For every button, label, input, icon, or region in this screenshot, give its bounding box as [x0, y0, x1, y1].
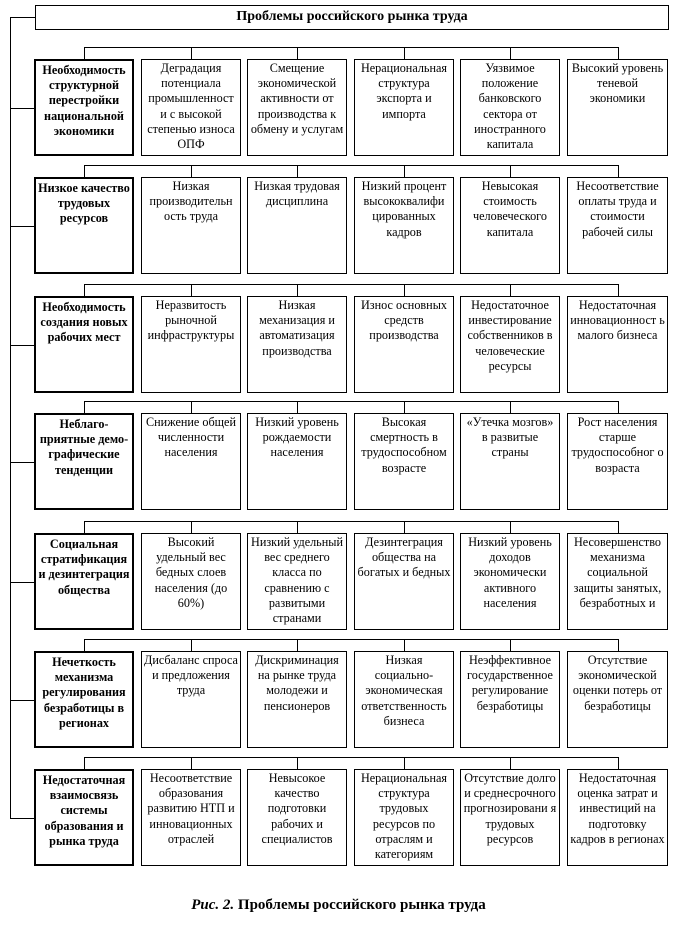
- box-connector-stub: [84, 284, 85, 296]
- category-box: Неблаго- приятные демо- графические тенденции: [34, 413, 134, 510]
- row-connector-bus: [84, 639, 618, 640]
- problem-box: Низкая социально- экономическая ответственность бизнеса: [354, 651, 454, 748]
- spine-branch: [10, 700, 34, 701]
- spine-branch: [10, 582, 34, 583]
- box-connector-stub: [510, 401, 511, 413]
- problem-box: Низкая производительн ость труда: [141, 177, 241, 274]
- row-connector-bus: [84, 284, 618, 285]
- box-connector-stub: [191, 47, 192, 59]
- box-connector-stub: [404, 284, 405, 296]
- category-box: Недостаточная взаимосвязь системы образования и рынка труда: [34, 769, 134, 866]
- problem-box: Недостаточная инновационност ь малого бизнеса: [567, 296, 668, 393]
- problem-box: Дезинтеграция общества на богатых и бедных: [354, 533, 454, 630]
- box-connector-stub: [297, 47, 298, 59]
- box-connector-stub: [404, 47, 405, 59]
- box-connector-stub: [510, 639, 511, 651]
- box-connector-stub: [191, 165, 192, 177]
- figure-label: Рис. 2.: [191, 897, 235, 913]
- category-box: Социальная стратификация и дезинтеграция общества: [34, 533, 134, 630]
- category-box: Необходимость структурной перестройки национальной экономики: [34, 59, 134, 156]
- row-connector-bus: [84, 47, 618, 48]
- row-connector-bus: [84, 401, 618, 402]
- problem-box: Высокая смертность в трудоспособном возрасте: [354, 413, 454, 510]
- box-connector-stub: [404, 401, 405, 413]
- box-connector-stub: [618, 639, 619, 651]
- problem-box: Отсутствие экономической оценки потерь от безработицы: [567, 651, 668, 748]
- row-connector-bus: [84, 165, 618, 166]
- box-connector-stub: [404, 521, 405, 533]
- box-connector-stub: [191, 757, 192, 769]
- title-branch: [10, 17, 35, 18]
- problem-box: Несоответствие образования развитию НТП и инновационных отраслей: [141, 769, 241, 866]
- problem-box: Нерациональная структура трудовых ресурсов по отраслям и категориям: [354, 769, 454, 866]
- box-connector-stub: [510, 284, 511, 296]
- box-connector-stub: [618, 47, 619, 59]
- category-box: Низкое качество трудовых ресурсов: [34, 177, 134, 274]
- box-connector-stub: [618, 401, 619, 413]
- spine-branch: [10, 818, 34, 819]
- problem-box: Рост населения старше трудоспособног о возраста: [567, 413, 668, 510]
- box-connector-stub: [297, 757, 298, 769]
- problem-box: Низкий процент высококвалифи цированных кадров: [354, 177, 454, 274]
- problem-box: Отсутствие долго и среднесрочного прогнозировани я трудовых ресурсов: [460, 769, 560, 866]
- problem-box: Низкая трудовая дисциплина: [247, 177, 347, 274]
- box-connector-stub: [84, 757, 85, 769]
- box-connector-stub: [297, 521, 298, 533]
- diagram-title: Проблемы российского рынка труда: [35, 5, 669, 30]
- problem-box: Невысокое качество подготовки рабочих и специалистов: [247, 769, 347, 866]
- problem-box: Высокий уровень теневой экономики: [567, 59, 668, 156]
- problem-box: Недостаточная оценка затрат и инвестиций на подготовку кадров в регионах: [567, 769, 668, 866]
- problem-box: «Утечка мозгов» в развитые страны: [460, 413, 560, 510]
- problem-box: Дискриминация на рынке труда молодежи и пенсионеров: [247, 651, 347, 748]
- problem-box: Несовершенство механизма социальной защиты занятых, безработных и: [567, 533, 668, 630]
- problem-box: Деградация потенциала промышленност и с высокой степенью износа ОПФ: [141, 59, 241, 156]
- box-connector-stub: [297, 284, 298, 296]
- problem-box: Нерациональная структура экспорта и импорта: [354, 59, 454, 156]
- box-connector-stub: [510, 47, 511, 59]
- problem-box: Износ основных средств производства: [354, 296, 454, 393]
- box-connector-stub: [404, 639, 405, 651]
- figure-caption-text: Проблемы российского рынка труда: [237, 897, 486, 913]
- box-connector-stub: [297, 639, 298, 651]
- box-connector-stub: [84, 401, 85, 413]
- category-box: Нечеткость механизма регулирования безработицы в регионах: [34, 651, 134, 748]
- box-connector-stub: [191, 639, 192, 651]
- box-connector-stub: [510, 521, 511, 533]
- spine-branch: [10, 108, 34, 109]
- box-connector-stub: [191, 521, 192, 533]
- box-connector-stub: [297, 165, 298, 177]
- left-spine: [10, 17, 11, 818]
- problem-box: Невысокая стоимость человеческого капитала: [460, 177, 560, 274]
- problem-box: Низкий удельный вес среднего класса по сравнению с развитыми странами: [247, 533, 347, 630]
- problem-box: Низкий уровень рождаемости населения: [247, 413, 347, 510]
- spine-branch: [10, 462, 34, 463]
- spine-branch: [10, 345, 34, 346]
- row-connector-bus: [84, 757, 618, 758]
- box-connector-stub: [618, 521, 619, 533]
- row-connector-bus: [84, 521, 618, 522]
- spine-branch: [10, 226, 34, 227]
- problem-box: Низкая механизация и автоматизация производства: [247, 296, 347, 393]
- problem-box: Неразвитость рыночной инфраструктуры: [141, 296, 241, 393]
- problem-box: Уязвимое положение банковского сектора от иностранного капитала: [460, 59, 560, 156]
- box-connector-stub: [618, 757, 619, 769]
- box-connector-stub: [84, 639, 85, 651]
- box-connector-stub: [84, 521, 85, 533]
- problem-box: Низкий уровень доходов экономически активного населения: [460, 533, 560, 630]
- box-connector-stub: [618, 284, 619, 296]
- problem-box: Снижение общей численности населения: [141, 413, 241, 510]
- problem-box: Смещение экономической активности от производства к обмену и услугам: [247, 59, 347, 156]
- problem-box: Высокий удельный вес бедных слоев населения (до 60%): [141, 533, 241, 630]
- box-connector-stub: [510, 165, 511, 177]
- problem-box: Дисбаланс спроса и предложения труда: [141, 651, 241, 748]
- box-connector-stub: [404, 165, 405, 177]
- box-connector-stub: [84, 165, 85, 177]
- figure-caption: [0, 895, 677, 915]
- box-connector-stub: [84, 47, 85, 59]
- category-box: Необходимость создания новых рабочих мест: [34, 296, 134, 393]
- box-connector-stub: [297, 401, 298, 413]
- problem-box: Неэффективное государственное регулирование безработицы: [460, 651, 560, 748]
- problem-box: Недостаточное инвестирование собственников в человеческие ресурсы: [460, 296, 560, 393]
- box-connector-stub: [404, 757, 405, 769]
- box-connector-stub: [191, 284, 192, 296]
- box-connector-stub: [510, 757, 511, 769]
- box-connector-stub: [191, 401, 192, 413]
- box-connector-stub: [618, 165, 619, 177]
- problem-box: Несоответствие оплаты труда и стоимости рабочей силы: [567, 177, 668, 274]
